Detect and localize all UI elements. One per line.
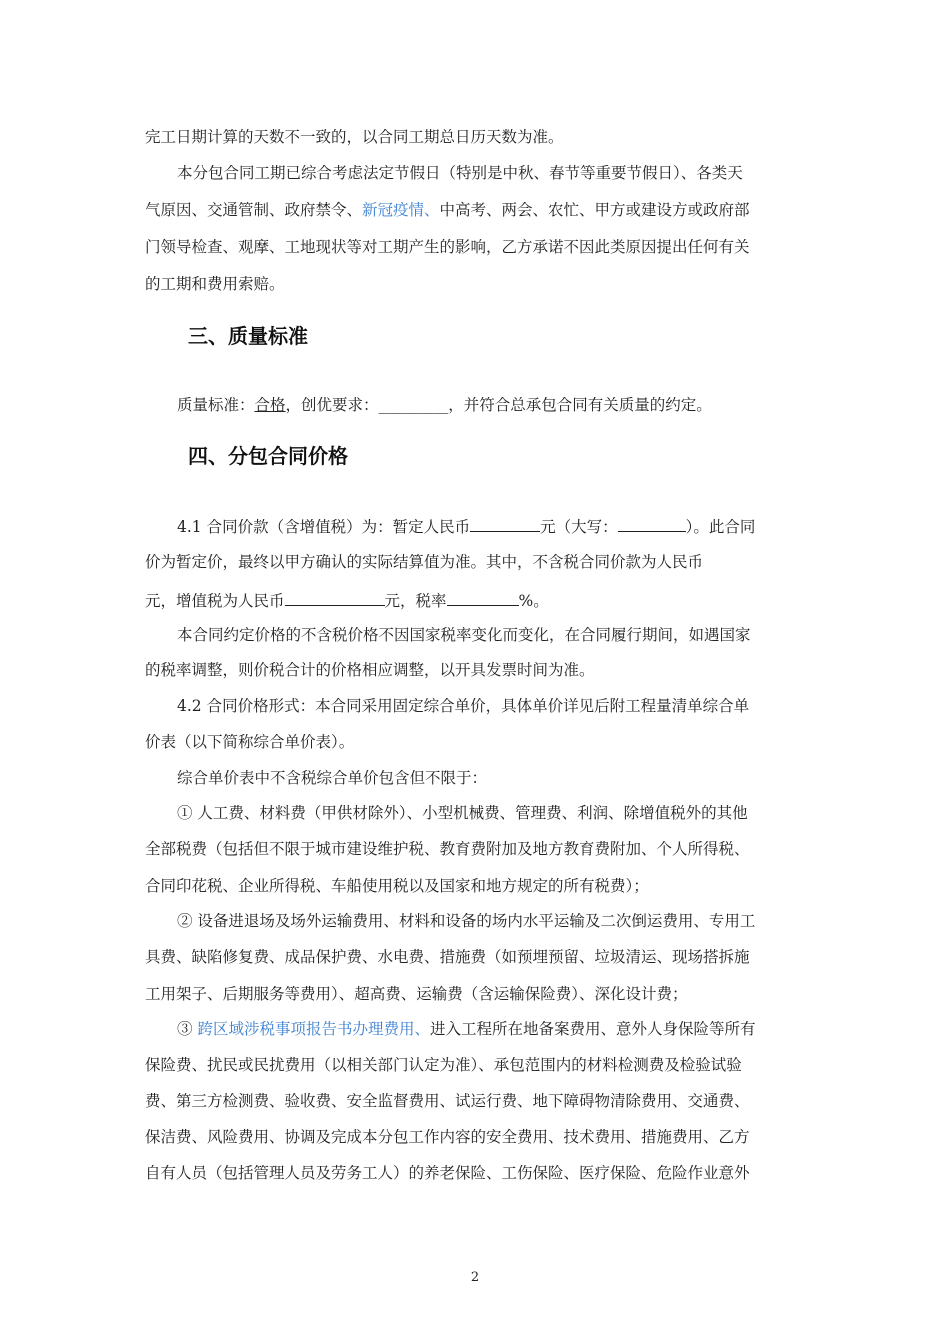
paragraph-line: 本合同约定价格的不含税价格不因国家税率变化而变化，在合同履行期间，如遇国家	[177, 626, 751, 644]
paragraph-line: 具费、缺陷修复费、成品保护费、水电费、措施费（如预埋预留、垃圾清运、现场搭拆施	[145, 948, 750, 966]
paragraph-line: ② 设备进退场及场外运输费用、材料和设备的场内水平运输及二次倒运费用、专用工	[177, 912, 756, 930]
section-heading: 三、质量标准	[188, 324, 308, 348]
text-run: 气原因、交通管制、政府禁令、	[145, 201, 363, 219]
paragraph-line: 4.2 合同价格形式：本合同采用固定综合单价，具体单价详见后附工程量清单综合单	[177, 697, 750, 715]
paragraph-line: 门领导检查、观摩、工地现状等对工期产生的影响，乙方承诺不因此类原因提出任何有关	[145, 238, 750, 256]
paragraph-line	[177, 515, 755, 537]
text-run: ）。此合同	[685, 518, 756, 536]
paragraph-line	[177, 1019, 755, 1039]
blank-field	[285, 589, 385, 606]
blank-field: _________	[378, 396, 449, 414]
paragraph-line: 工用架子、后期服务等费用）、超高费、运输费（含运输保险费）、深化设计费；	[145, 985, 688, 1003]
paragraph-line	[145, 200, 750, 220]
paragraph-line: 全部税费（包括但不限于城市建设维护税、教育费附加及地方教育费附加、个人所得税、	[145, 840, 750, 858]
paragraph-line: ① 人工费、材料费（甲供材除外）、小型机械费、管理费、利润、除增值税外的其他	[177, 804, 748, 822]
blank-field	[447, 589, 519, 606]
paragraph-line: 本分包合同工期已综合考虑法定节假日（特别是中秋、春节等重要节假日）、各类天	[177, 164, 743, 182]
paragraph-line: 合同印花税、企业所得税、车船使用税以及国家和地方规定的所有税费）；	[145, 877, 649, 895]
paragraph-line	[177, 395, 712, 415]
paragraph-line: 保洁费、风险费用、协调及完成本分包工作内容的安全费用、技术费用、措施费用、乙方	[145, 1128, 750, 1146]
text-run: ，并符合总承包合同有关质量的约定。	[448, 396, 712, 414]
paragraph-line: 的工期和费用索赔。	[145, 275, 285, 293]
blank-field	[470, 515, 540, 532]
paragraph-line: 价为暂定价，最终以甲方确认的实际结算值为准。其中，不含税合同价款为人民币	[145, 553, 704, 571]
text-run: 中高考、两会、农忙、甲方或建设方或政府部	[439, 201, 750, 219]
text-run: 进入工程所在地备案费用、意外人身保险等所有	[429, 1020, 756, 1038]
highlighted-text: 跨区域涉税事项报告书办理费用、	[197, 1020, 430, 1038]
paragraph-line: 完工日期计算的天数不一致的，以合同工期总日历天数为准。	[145, 128, 564, 146]
paragraph-line: 综合单价表中不含税综合单价包含但不限于：	[177, 769, 488, 787]
paragraph-line: 的税率调整，则价税合计的价格相应调整，以开具发票时间为准。	[145, 661, 595, 679]
section-heading: 四、分包合同价格	[188, 444, 348, 468]
highlighted-text: 新冠疫情、	[362, 201, 440, 219]
text-run: 元，税率	[384, 592, 447, 610]
page-number: 2	[470, 1270, 480, 1285]
text-run: ，创优要求：	[285, 396, 379, 414]
text-run: %。	[518, 592, 549, 610]
text-run: ③	[177, 1020, 198, 1038]
blank-field	[618, 515, 686, 532]
paragraph-line: 自有人员（包括管理人员及劳务工人）的养老保险、工伤保险、医疗保险、危险作业意外	[145, 1164, 750, 1182]
text-run: 元（大写：	[540, 518, 618, 536]
paragraph-line	[145, 589, 549, 611]
underlined-value: 合格	[254, 396, 286, 414]
text-run: 质量标准：	[177, 396, 255, 414]
paragraph-line: 保险费、扰民或民扰费用（以相关部门认定为准）、承包范围内的材料检测费及检验试验	[145, 1056, 742, 1074]
paragraph-line: 价表（以下简称综合单价表）。	[145, 733, 355, 751]
text-run: 4.1 合同价款（含增值税）为：暂定人民币	[177, 518, 471, 536]
text-run: 元，增值税为人民币	[145, 592, 285, 610]
paragraph-line: 费、第三方检测费、验收费、安全监督费用、试运行费、地下障碍物清除费用、交通费、	[145, 1092, 750, 1110]
